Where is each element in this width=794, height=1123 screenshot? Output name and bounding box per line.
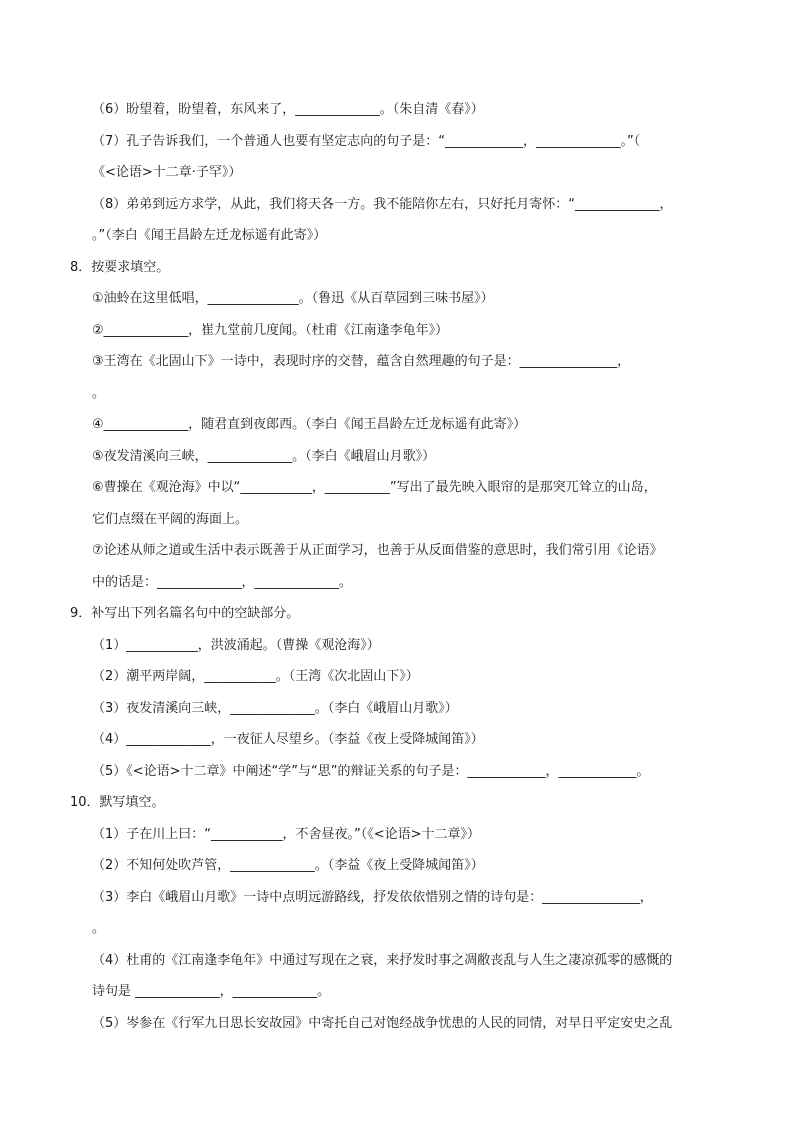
text-line: ②_____________，崔九堂前几度闻。（杜甫《江南逢李龟年》） xyxy=(92,323,449,338)
text-line: （6）盼望着，盼望着，东风来了，_____________。（朱自清《春》） xyxy=(92,102,484,117)
text-line: 《<论语>十二章·子罕》） xyxy=(92,165,242,180)
text-line: ⑦论述从师之道或生活中表示既善于从正面学习，也善于从反面借鉴的意思时，我们常引用《论语》 xyxy=(92,543,663,558)
text-line: （1）子在川上曰：“___________，不舍昼夜。”（《<论语>十二章》） xyxy=(92,827,481,842)
text-line: 。 xyxy=(92,921,106,936)
text-line: 诗句是 _____________，_____________。 xyxy=(92,984,331,999)
text-line: （4）杜甫的《江南逢李龟年》中通过写现在之衰，来抒发时事之凋敝丧乱与人生之凄凉孤零的感慨的 xyxy=(92,953,673,968)
question-heading: 9．补写出下列名篇名句中的空缺部分。 xyxy=(70,606,300,621)
text-line: （8）弟弟到远方求学，从此，我们将天各一方。我不能陪你左右，只好托月寄怀：“_____________， xyxy=(92,197,673,212)
question-heading: 10．默写填空。 xyxy=(70,795,165,810)
text-line: ③王湾在《北固山下》一诗中，表现时序的交替，蕴含自然理趣的句子是：_______________， xyxy=(92,354,631,369)
text-line: （5）岑参在《行军九日思长安故园》中寄托自己对饱经战争忧患的人民的同情，对早日平定安史之乱 xyxy=(92,1016,673,1031)
text-line: 中的话是：_____________，_____________。 xyxy=(92,575,353,590)
text-line: （7）孔子告诉我们，一个普通人也要有坚定志向的句子是：“____________，_____________。”（ xyxy=(92,134,641,149)
text-line: ④_____________，随君直到夜郎西。（李白《闻王昌龄左迁龙标遥有此寄》） xyxy=(92,417,527,432)
question-heading: 8．按要求填空。 xyxy=(70,260,170,275)
text-line: （3）李白《峨眉山月歌》一诗中点明远游路线，抒发依依惜别之情的诗句是：_______________， xyxy=(92,890,653,905)
text-line: （3）夜发清溪向三峡，_____________。（李白《峨眉山月歌》） xyxy=(92,701,458,716)
text-line: 。 xyxy=(92,386,106,401)
text-line: ⑤夜发清溪向三峡，_____________。（李白《峨眉山月歌》） xyxy=(92,449,436,464)
text-line: （2）潮平两岸阔，___________。（王湾《次北固山下》） xyxy=(92,669,419,684)
text-line: （5）《<论语>十二章》中阐述“学”与“思”的辩证关系的句子是：____________，____________。 xyxy=(92,764,650,779)
text-line: ①油蛉在这里低唱，______________。（鲁迅《从百草园到三味书屋》） xyxy=(92,291,494,306)
text-line: （4）_____________，一夜征人尽望乡。（李益《夜上受降城闻笛》） xyxy=(92,732,484,747)
text-line: 。”（李白《闻王昌龄左迁龙标遥有此寄》） xyxy=(92,228,327,243)
text-line: 它们点缀在平阔的海面上。 xyxy=(92,512,249,527)
text-line: （1）___________，洪波涌起。（曹操《观沧海》） xyxy=(92,638,380,653)
text-line: ⑥曹操在《观沧海》中以“___________，__________”写出了最先映入眼帘的是那突兀耸立的山岛， xyxy=(92,480,657,495)
text-line: （2）不知何处吹芦管，_____________。（李益《夜上受降城闻笛》） xyxy=(92,858,484,873)
